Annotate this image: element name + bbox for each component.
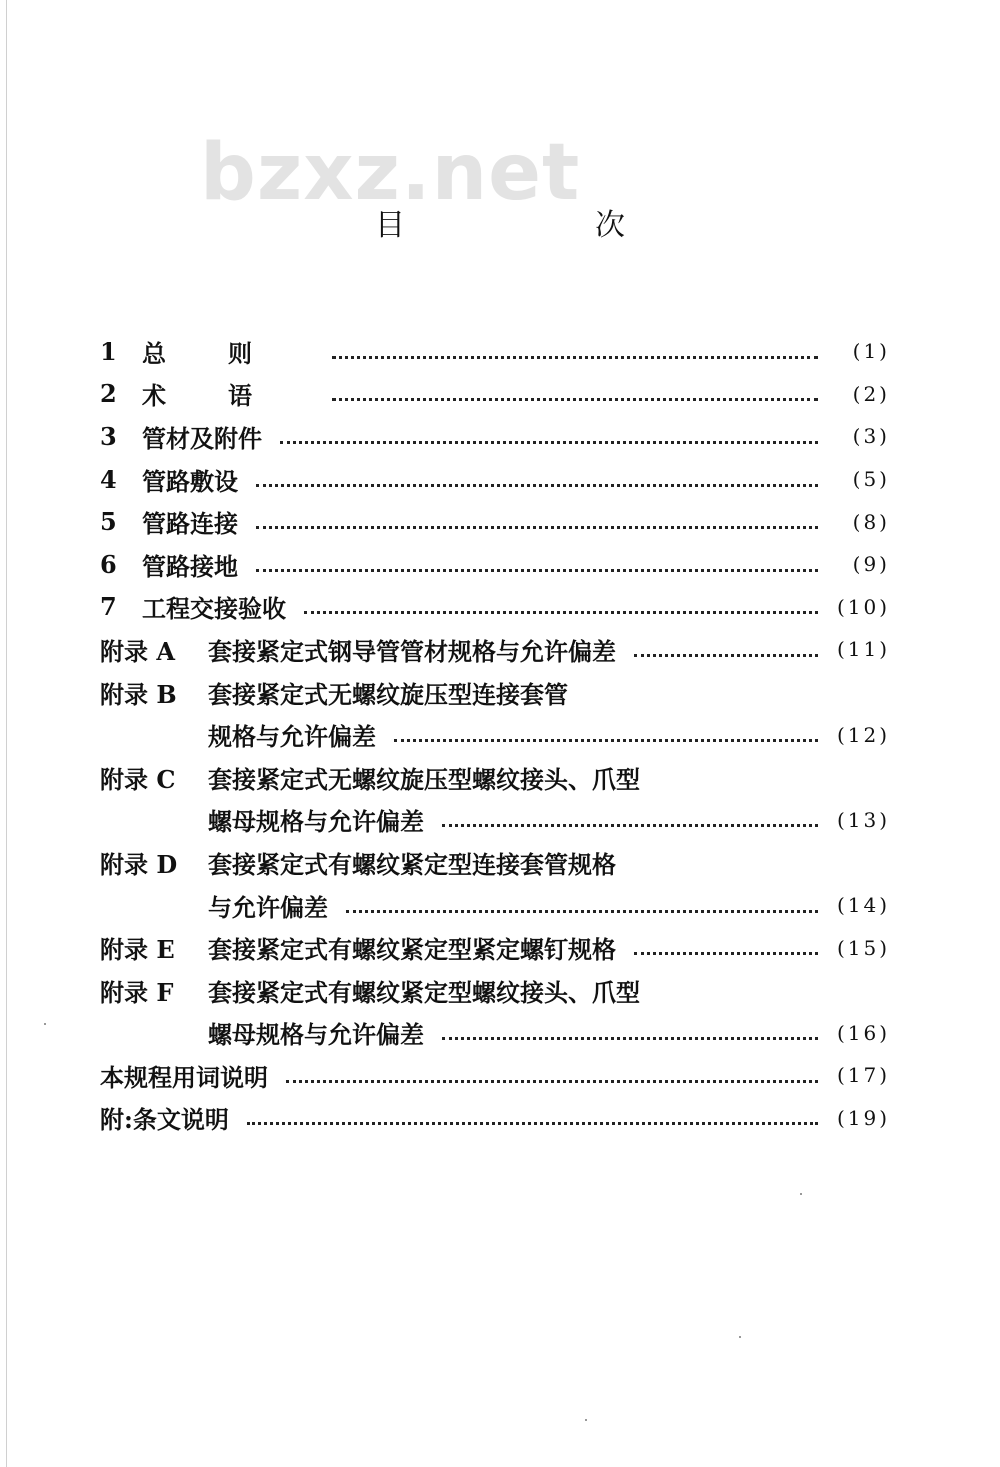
toc-entry[interactable]	[100, 458, 890, 501]
toc-label: 螺母规格与允许偏差	[208, 1020, 424, 1050]
toc-page: (5)	[852, 467, 890, 492]
toc-number: 1	[100, 336, 117, 366]
appendix-tag: 附录 E	[100, 935, 175, 965]
toc-label: 螺母规格与允许偏差	[208, 807, 424, 837]
toc-label: 套接紧定式无螺纹旋压型螺纹接头、爪型	[208, 764, 640, 794]
toc-number: 5	[100, 507, 117, 537]
toc-label: 本规程用词说明	[100, 1062, 268, 1092]
toc-label: 管材及附件	[142, 423, 262, 453]
toc-entry[interactable]	[100, 415, 890, 458]
dot-leader	[256, 484, 818, 487]
toc-label: 套接紧定式有螺纹紧定型螺纹接头、爪型	[208, 977, 640, 1007]
dot-leader	[346, 910, 818, 913]
toc-page: (17)	[836, 1063, 890, 1088]
toc-entry[interactable]	[100, 373, 890, 416]
toc-entry[interactable]	[100, 543, 890, 586]
toc-page: (3)	[852, 424, 890, 449]
scan-speck	[739, 1336, 741, 1338]
toc-label: 规格与允许偏差	[208, 722, 376, 752]
toc-entry-appendix-a[interactable]	[100, 628, 890, 671]
toc-page: (14)	[836, 893, 890, 918]
dot-leader	[286, 1080, 818, 1083]
toc-entry-continuation[interactable]	[100, 799, 890, 842]
toc-page: (1)	[852, 339, 890, 364]
toc-entry[interactable]	[100, 586, 890, 629]
toc-label: 管路接地	[142, 551, 238, 581]
dot-leader	[256, 526, 818, 529]
table-of-contents	[100, 330, 890, 1139]
toc-page: (10)	[836, 594, 890, 619]
toc-label: 工程交接验收	[142, 594, 286, 624]
watermark: bzxz.net	[200, 128, 581, 218]
toc-page: (15)	[836, 935, 890, 960]
toc-number: 6	[100, 549, 117, 579]
toc-label: 管路连接	[142, 509, 238, 539]
dot-leader	[442, 824, 818, 827]
toc-entry-appendix-e[interactable]	[100, 926, 890, 969]
dot-leader	[304, 611, 818, 614]
scan-speck	[44, 1023, 46, 1025]
toc-label: 总则	[142, 338, 314, 368]
dot-leader	[332, 398, 818, 401]
toc-entry-continuation[interactable]	[100, 713, 890, 756]
toc-page: (19)	[836, 1105, 890, 1130]
toc-label: 套接紧定式有螺纹紧定型紧定螺钉规格	[208, 935, 616, 965]
dot-leader	[280, 441, 818, 444]
toc-entry-continuation[interactable]	[100, 884, 890, 927]
toc-entry-glossary[interactable]	[100, 1054, 890, 1097]
toc-label: 套接紧定式钢导管管材规格与允许偏差	[208, 636, 616, 666]
toc-entry-appendix-d[interactable]	[100, 841, 890, 884]
toc-entry-continuation[interactable]	[100, 1012, 890, 1055]
toc-number: 4	[100, 464, 117, 494]
toc-label: 术语	[142, 381, 314, 411]
appendix-tag: 附录 A	[100, 636, 175, 666]
toc-entry[interactable]	[100, 500, 890, 543]
toc-label: 套接紧定式有螺纹紧定型连接套管规格	[208, 849, 616, 879]
toc-label: 与允许偏差	[208, 892, 328, 922]
scan-speck	[585, 1419, 587, 1421]
toc-entry-appendix-c[interactable]	[100, 756, 890, 799]
dot-leader	[332, 356, 818, 359]
toc-page: (11)	[836, 637, 890, 662]
toc-entry-appendix-f[interactable]	[100, 969, 890, 1012]
toc-page: (16)	[836, 1020, 890, 1045]
toc-number: 2	[100, 379, 117, 409]
appendix-tag: 附录 D	[100, 849, 178, 879]
toc-entry-explanation[interactable]	[100, 1097, 890, 1140]
appendix-tag: 附录 F	[100, 977, 174, 1007]
dot-leader	[442, 1037, 818, 1040]
appendix-tag: 附录 B	[100, 679, 177, 709]
toc-page: (2)	[852, 381, 890, 406]
toc-label: 附:条文说明	[100, 1105, 229, 1135]
appendix-tag: 附录 C	[100, 764, 176, 794]
dot-leader	[394, 739, 818, 742]
toc-label: 管路敷设	[142, 466, 238, 496]
toc-page: (13)	[836, 807, 890, 832]
toc-page: (9)	[852, 552, 890, 577]
dot-leader	[634, 952, 818, 955]
toc-number: 3	[100, 421, 117, 451]
toc-entry-appendix-b[interactable]	[100, 671, 890, 714]
toc-number: 7	[100, 592, 117, 622]
scan-speck	[800, 1193, 802, 1195]
toc-label: 套接紧定式无螺纹旋压型连接套管	[208, 679, 568, 709]
toc-entry[interactable]	[100, 330, 890, 373]
dot-leader	[247, 1122, 818, 1125]
dot-leader	[634, 654, 818, 657]
dot-leader	[256, 569, 818, 572]
page-title: 目 次	[375, 208, 705, 243]
toc-page: (8)	[852, 509, 890, 534]
toc-page: (12)	[836, 722, 890, 747]
